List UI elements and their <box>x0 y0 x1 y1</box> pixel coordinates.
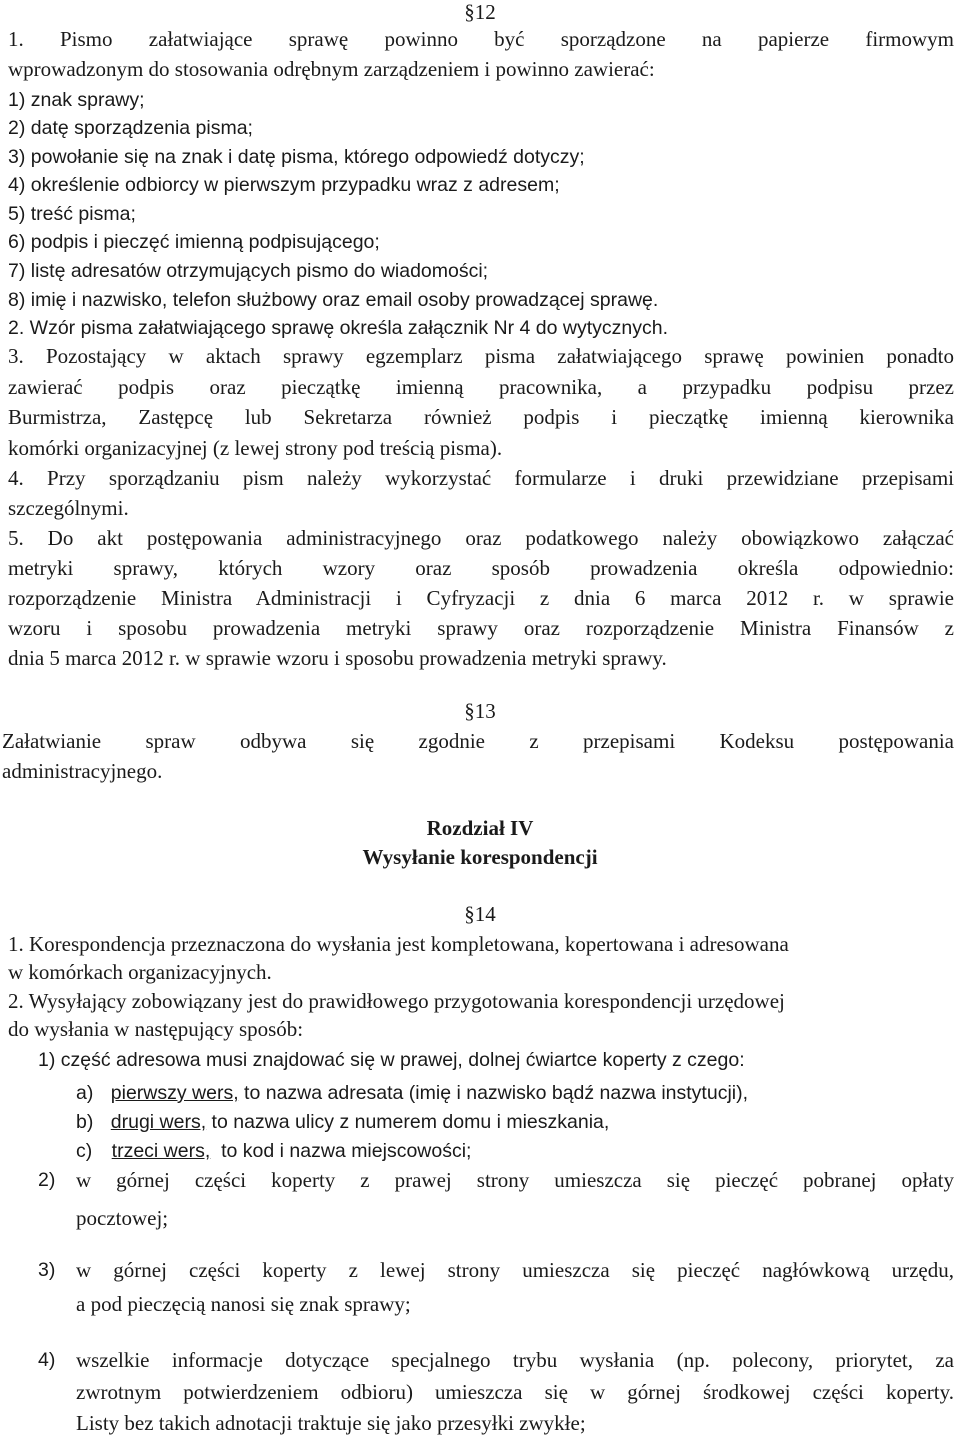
s12-paragraph-3-line-3: Burmistrza, Zastępcę lub Sekretarza również podpis i pieczątkę imienną kierownika <box>8 405 954 429</box>
s12-paragraph-3-line-4: komórki organizacyjnej (z lewej strony pod treścią pisma). <box>8 436 503 460</box>
s14-item-3-number: 3) <box>38 1259 56 1281</box>
s12-list-item-5: 5) treść pisma; <box>8 203 136 225</box>
s12-list-item-1: 1) znak sprawy; <box>8 89 145 111</box>
s12-paragraph-2: 2. Wzór pisma załatwiającego sprawę określa załącznik Nr 4 do wytycznych. <box>8 317 669 339</box>
s12-paragraph-3-line-2: zawierać podpis oraz pieczątkę imienną pracownika, a przypadku podpisu przez <box>8 375 954 399</box>
s14-paragraph-1-line-1: 1. Korespondencja przeznaczona do wysłania jest kompletowana, kopertowana i adresowana <box>8 932 789 956</box>
s12-paragraph-5-line-5: dnia 5 marca 2012 r. w sprawie wzoru i sposobu prowadzenia metryki sprawy. <box>8 646 667 670</box>
sub-label: b) <box>76 1111 94 1133</box>
sub-underlined: pierwszy wers, <box>110 1082 239 1104</box>
s14-sub-item-c <box>76 1137 471 1166</box>
s12-paragraph-1-line-2: wprowadzonym do stosowania odrębnym zarządzeniem i powinno zawierać: <box>8 57 655 81</box>
s12-paragraph-5-line-4: wzoru i sposobu prowadzenia metryki sprawy oraz rozporządzenie Ministra Finansów z <box>8 616 954 640</box>
s14-item-2-line-2: pocztowej; <box>76 1206 169 1230</box>
s14-item-4-line-2: zwrotnym potwierdzeniem odbioru) umieszcza się w górnej środkowej części koperty. <box>76 1380 954 1404</box>
sub-label: a) <box>76 1082 94 1104</box>
s12-paragraph-3-line-1: 3. Pozostający w aktach sprawy egzemplarz pisma załatwiającego sprawę powinien ponadto <box>8 344 954 368</box>
s12-list-item-6: 6) podpis i pieczęć imienną podpisującego; <box>8 231 380 253</box>
chapter-title: Rozdział IV <box>426 816 534 840</box>
s14-item-2-number: 2) <box>38 1169 56 1191</box>
s12-paragraph-5-line-3: rozporządzenie Ministra Administracji i Cyfryzacji z dnia 6 marca 2012 r. w sprawie <box>8 586 954 610</box>
sub-text: to kod i nazwa miejscowości; <box>210 1140 472 1162</box>
s14-item-1: 1) część adresowa musi znajdować się w prawej, dolnej ćwiartce koperty z czego: <box>38 1049 745 1071</box>
s14-sub-item-b <box>76 1108 609 1137</box>
s14-item-3-line-1: w górnej części koperty z lewej strony umieszcza się pieczęć nagłówkową urzędu, <box>76 1258 954 1282</box>
s14-sub-item-a <box>76 1079 748 1108</box>
section-14-heading: §14 <box>464 902 496 926</box>
s12-paragraph-4-line-2: szczególnymi. <box>8 496 129 520</box>
s12-paragraph-5-line-2: metryki sprawy, których wzory oraz sposób prowadzenia określa odpowiednio: <box>8 556 954 580</box>
s14-paragraph-2-line-1: 2. Wysyłający zobowiązany jest do prawidłowego przygotowania korespondencji urzędowej <box>8 989 785 1013</box>
section-12-heading: §12 <box>464 0 496 24</box>
s14-paragraph-1-line-2: w komórkach organizacyjnych. <box>8 960 272 984</box>
chapter-subtitle: Wysyłanie korespondencji <box>362 845 598 869</box>
s12-paragraph-4-line-1: 4. Przy sporządzaniu pism należy wykorzystać formularze i druki przewidziane przepisami <box>8 466 954 490</box>
sub-underlined: drugi wers, <box>110 1111 207 1133</box>
s14-item-3-line-2: a pod pieczęcią nanosi się znak sprawy; <box>76 1292 411 1316</box>
sub-underlined: trzeci wers, <box>111 1140 211 1162</box>
s12-list-item-8: 8) imię i nazwisko, telefon służbowy oraz email osoby prowadzącej sprawę. <box>8 289 659 311</box>
sub-label: c) <box>76 1140 93 1162</box>
sub-text: to nazwa ulicy z numerem domu i mieszkania, <box>206 1111 610 1133</box>
section-13-heading: §13 <box>464 699 496 723</box>
s14-item-2-line-1: w górnej części koperty z prawej strony umieszcza się pieczęć pobranej opłaty <box>76 1168 954 1192</box>
s13-line-1: Załatwianie spraw odbywa się zgodnie z przepisami Kodeksu postępowania <box>2 729 954 753</box>
s14-item-4-number: 4) <box>38 1349 56 1371</box>
s14-item-4-line-1: wszelkie informacje dotyczące specjalnego trybu wysłania (np. polecony, priorytet, za <box>76 1348 954 1372</box>
sub-text: to nazwa adresata (imię i nazwisko bądź nazwa instytucji), <box>238 1082 749 1104</box>
s12-list-item-3: 3) powołanie się na znak i datę pisma, którego odpowiedź dotyczy; <box>8 146 585 168</box>
s12-list-item-4: 4) określenie odbiorcy w pierwszym przypadku wraz z adresem; <box>8 174 560 196</box>
s14-item-4-line-3: Listy bez takich adnotacji traktuje się jako przesyłki zwykłe; <box>76 1411 586 1435</box>
s12-list-item-7: 7) listę adresatów otrzymujących pismo do wiadomości; <box>8 260 489 282</box>
s14-paragraph-2-line-2: do wysłania w następujący sposób: <box>8 1017 304 1041</box>
s12-paragraph-5-line-1: 5. Do akt postępowania administracyjnego oraz podatkowego należy obowiązkowo załączać <box>8 526 954 550</box>
s12-list-item-2: 2) datę sporządzenia pisma; <box>8 117 253 139</box>
s12-paragraph-1-line-1: 1. Pismo załatwiające sprawę powinno być sporządzone na papierze firmowym <box>8 27 954 51</box>
s13-line-2: administracyjnego. <box>2 759 163 783</box>
